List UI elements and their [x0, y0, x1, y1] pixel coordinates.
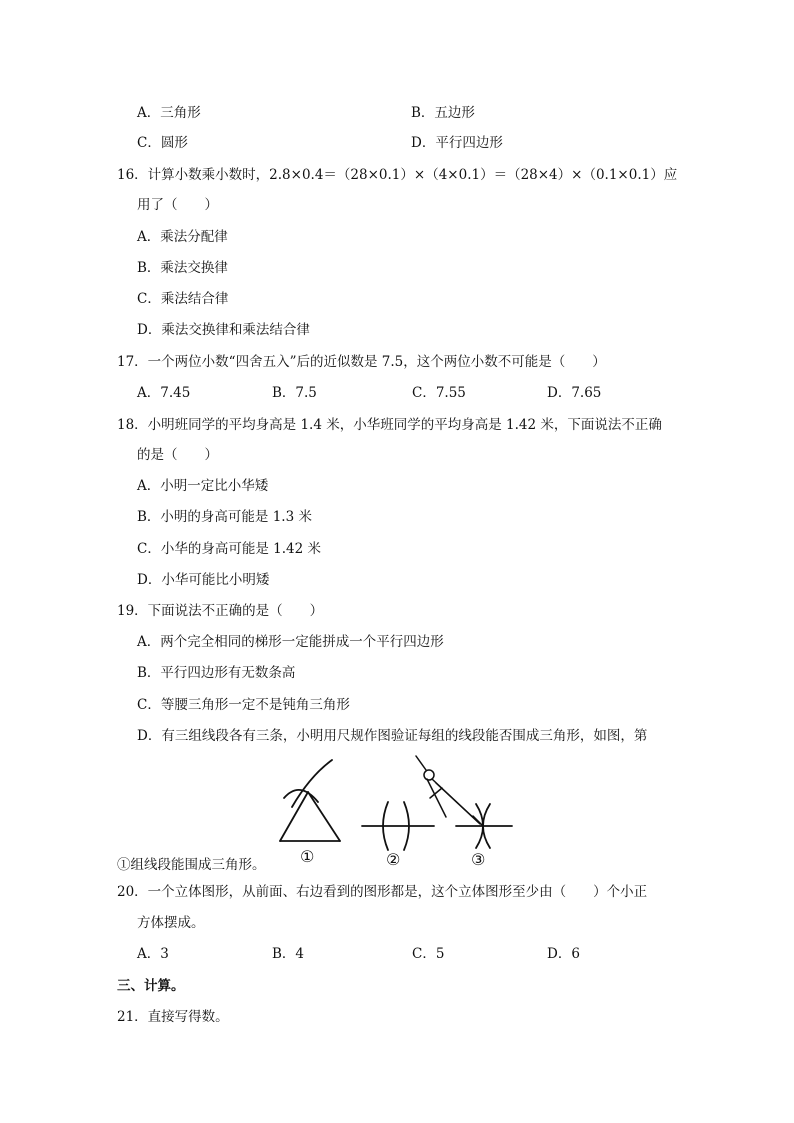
q17-option-b: B．7.5: [272, 385, 317, 401]
figure-1-triangle: [280, 760, 340, 841]
figure-label-2: ②: [386, 850, 401, 869]
section-3-title: 三、计算。: [117, 978, 185, 994]
q16-option-d: D．乘法交换律和乘法结合律: [137, 322, 310, 338]
q15-option-d: D．平行四边形: [411, 135, 503, 151]
q16-stem-line1: 16．计算小数乘小数时，2.8×0.4＝（28×0.1）×（4×0.1）＝（28×4）×（0.1×0.1）应: [117, 167, 678, 183]
q17-option-c: C．7.55: [412, 385, 466, 401]
q17-option-d: D．7.65: [547, 385, 602, 401]
figure-label-1: ①: [300, 847, 315, 866]
q15-option-c: C．圆形: [137, 135, 188, 151]
q21-stem: 21．直接写得数。: [117, 1009, 229, 1025]
q19-option-a: A．两个完全相同的梯形一定能拼成一个平行四边形: [137, 634, 444, 650]
q20-option-a: A．3: [137, 946, 169, 962]
q19-option-c: C．等腰三角形一定不是钝角三角形: [137, 697, 350, 713]
q17-option-a: A．7.45: [137, 385, 191, 401]
compass-icon: [416, 756, 483, 826]
q18-option-b: B．小明的身高可能是 1.3 米: [137, 509, 312, 525]
q20-stem-line2: 方体摆成。: [137, 915, 205, 931]
q20-option-b: B．4: [272, 946, 305, 962]
q18-option-c: C．小华的身高可能是 1.42 米: [137, 541, 321, 557]
q18-option-a: A．小明一定比小华矮: [137, 478, 269, 494]
q15-option-a: A．三角形: [137, 105, 201, 121]
q16-option-b: B．乘法交换律: [137, 260, 228, 276]
q16-option-c: C．乘法结合律: [137, 291, 229, 307]
q15-option-b: B．五边形: [411, 105, 475, 121]
q20-option-d: D．6: [547, 946, 580, 962]
q17-stem: 17．一个两位小数“四舍五入”后的近似数是 7.5，这个两位小数不可能是（ ）: [117, 354, 606, 370]
q19-option-d-continued: ①组线段能围成三角形。: [117, 857, 266, 873]
q20-stem-line1: 20．一个立体图形，从前面、右边看到的图形都是，这个立体图形至少由（ ）个小正: [117, 884, 648, 900]
q20-option-c: C．5: [412, 946, 445, 962]
q19-option-d: D．有三组线段各有三条，小明用尺规作图验证每组的线段能否围成三角形，如图，第: [137, 728, 648, 744]
compass-construction-figure: [270, 752, 530, 870]
q18-option-d: D．小华可能比小明矮: [137, 572, 270, 588]
figure-2-arcs: [362, 802, 434, 850]
q18-stem-line1: 18．小明班同学的平均身高是 1.4 米，小华班同学的平均身高是 1.42 米，下面说法不正确: [117, 417, 662, 433]
figure-3-arcs: [456, 804, 512, 848]
q19-stem: 19．下面说法不正确的是（ ）: [117, 603, 324, 619]
q19-option-b: B．平行四边形有无数条高: [137, 665, 296, 681]
figure-label-3: ③: [471, 850, 486, 869]
q16-stem-line2: 用了（ ）: [137, 197, 218, 213]
q16-option-a: A．乘法分配律: [137, 229, 228, 245]
q18-stem-line2: 的是（ ）: [137, 447, 218, 463]
